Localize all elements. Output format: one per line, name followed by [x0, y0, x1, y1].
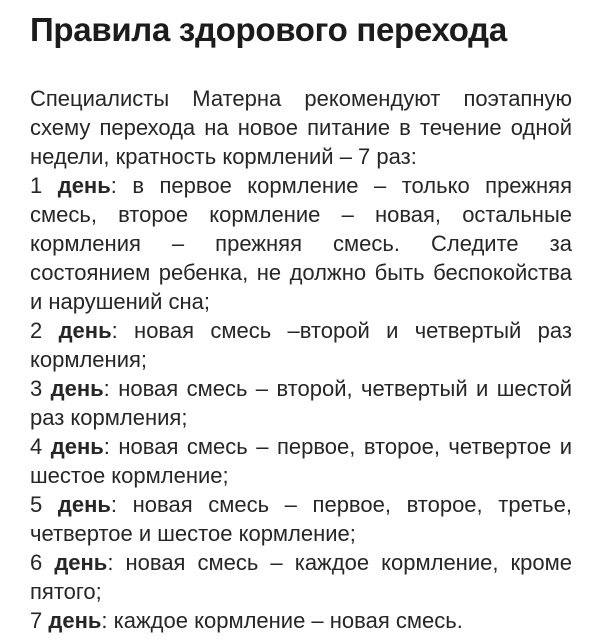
- day-7-paragraph: 7 день: каждое кормление – новая смесь.: [30, 608, 463, 633]
- day-6-number: 6: [30, 550, 43, 575]
- day-1-number: 1: [30, 173, 43, 198]
- day-4-text: новая смесь – первое, второе, четвертое и шестое кормление;: [30, 434, 572, 488]
- day-3-label: день: [50, 376, 104, 401]
- day-7-text: каждое кормление – новая смесь.: [113, 608, 463, 633]
- day-2-number: 2: [30, 318, 43, 343]
- day-7-label: день: [48, 608, 102, 633]
- day-3-paragraph: 3 день: новая смесь – второй, четвертый и шестой раз кормления;: [30, 376, 572, 430]
- day-2-label: день: [58, 318, 112, 343]
- day-5-label: день: [57, 492, 111, 517]
- day-3-number: 3: [30, 376, 43, 401]
- article-body: [30, 84, 572, 635]
- page-title: Правила здорового перехода: [30, 11, 507, 48]
- day-6-paragraph: 6 день: новая смесь – каждое кормление, кроме пятого;: [30, 550, 572, 604]
- day-1-label: день: [57, 173, 111, 198]
- intro-paragraph: Специалисты Матерна рекомендуют поэтапную схему перехода на новое питание в течение одной недели, кратность кормлений – 7 раз:: [30, 86, 572, 169]
- day-4-label: день: [50, 434, 104, 459]
- day-1-paragraph: 1 день: в первое кормление – только прежняя смесь, второе кормление – новая, остальные кормления – прежняя смесь. Следите за состоянием ребенка, не должно быть беспокойства и нарушений сна;: [30, 173, 572, 314]
- day-6-text: новая смесь – каждое кормление, кроме пятого;: [30, 550, 572, 604]
- day-6-label: день: [54, 550, 108, 575]
- day-7-number: 7: [30, 608, 43, 633]
- day-4-paragraph: 4 день: новая смесь – первое, второе, четвертое и шестое кормление;: [30, 434, 572, 488]
- day-3-text: новая смесь – второй, четвертый и шестой раз кормления;: [30, 376, 572, 430]
- day-2-paragraph: 2 день: новая смесь –второй и четвертый раз кормления;: [30, 318, 572, 372]
- day-5-number: 5: [30, 492, 43, 517]
- day-1-text: в первое кормление – только прежняя смесь, второе кормление – новая, остальные кормления – прежняя смесь. Следите за состоянием ребенка, не должно быть беспокойства и нарушений сна;: [30, 173, 572, 314]
- day-5-paragraph: 5 день: новая смесь – первое, второе, третье, четвертое и шестое кормление;: [30, 492, 572, 546]
- day-2-text: новая смесь –второй и четвертый раз кормления;: [30, 318, 572, 372]
- day-4-number: 4: [30, 434, 43, 459]
- day-5-text: новая смесь – первое, второе, третье, четвертое и шестое кормление;: [30, 492, 572, 546]
